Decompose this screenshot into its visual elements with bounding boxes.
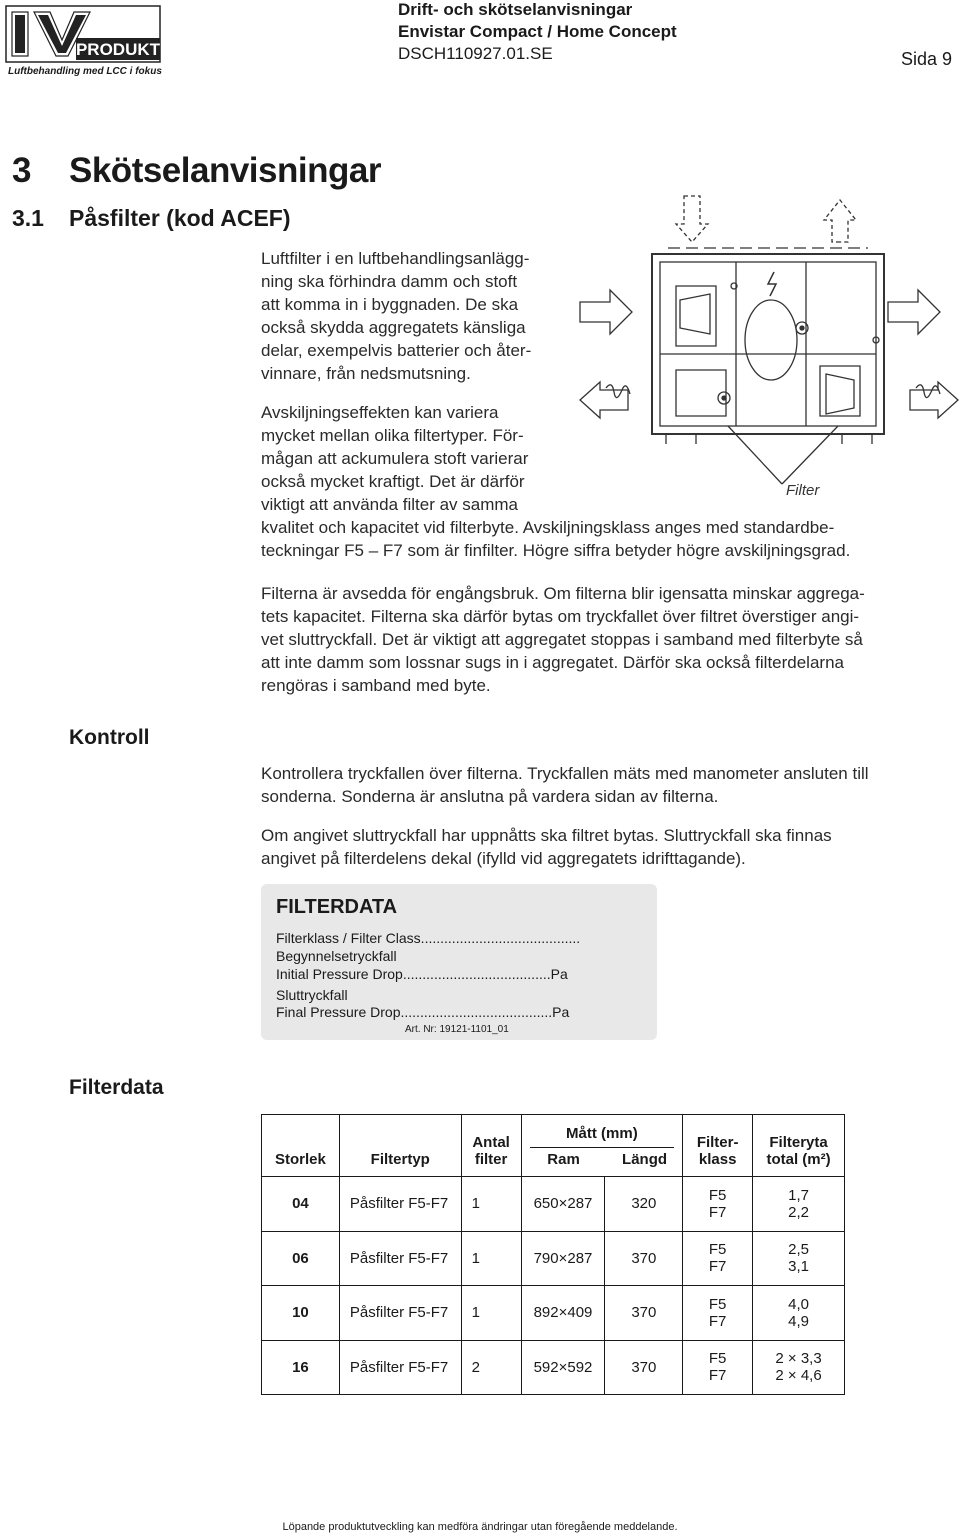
- paragraph-final-pressure: [261, 824, 832, 870]
- text-line: angivet på filterdelens dekal (ifylld vid aggregatets idrifttagande).: [261, 849, 746, 868]
- text-line: sonderna. Sonderna är anslutna på vardera sidan av filterna.: [261, 787, 719, 806]
- cell-klass: F5 F7: [683, 1286, 753, 1340]
- cell-langd: 370: [605, 1286, 683, 1340]
- cell-langd: 320: [605, 1177, 683, 1231]
- section-number: 3: [12, 151, 31, 190]
- table-row: [262, 1177, 845, 1231]
- cell-storlek: 06: [262, 1232, 340, 1286]
- cell-klass: F5 F7: [683, 1341, 753, 1395]
- paragraph-intro: [261, 247, 531, 385]
- sticker-row: Final Pressure Drop.......................................Pa: [276, 1004, 570, 1020]
- paragraph-check: [261, 762, 869, 808]
- text-line: Luftfilter i en luftbehandlingsanlägg-: [261, 249, 530, 268]
- cell-filtertyp: Påsfilter F5-F7: [339, 1341, 461, 1395]
- table-row: [262, 1232, 845, 1286]
- col-header-storlek: Storlek: [262, 1115, 340, 1177]
- subsection-title: [12, 205, 291, 232]
- ram-label: Ram: [547, 1151, 580, 1168]
- page-number: Sida 9: [900, 49, 952, 69]
- text-line: Avskiljningseffekten kan variera: [261, 403, 499, 422]
- text-line: mycket mellan olika filtertyper. För-: [261, 426, 524, 445]
- cell-langd: 370: [605, 1341, 683, 1395]
- text-line: Filterna är avsedda för engångsbruk. Om filterna blir igensatta minskar aggrega-: [261, 584, 865, 603]
- cell-langd: 370: [605, 1232, 683, 1286]
- cell-filtertyp: Påsfilter F5-F7: [339, 1232, 461, 1286]
- paragraph-replacement: [261, 582, 865, 697]
- header-doc-id: DSCH110927.01.SE: [398, 44, 553, 63]
- cell-yta: 2,5 3,1: [788, 1241, 809, 1276]
- section-title-text: Skötselanvisningar: [69, 151, 381, 190]
- sticker-row: Initial Pressure Drop......................................Pa: [276, 966, 568, 982]
- iv-produkt-logo: [4, 4, 162, 80]
- cell-yta: 4,0 4,9: [788, 1295, 809, 1330]
- cell-ram: 892×409: [521, 1286, 605, 1340]
- col-header-filteryta: Filteryta total (m²): [766, 1134, 831, 1168]
- table-row: [262, 1286, 845, 1340]
- text-line: att komma in i byggnaden. De ska: [261, 295, 519, 314]
- text-line: viktigt att använda filter av samma: [261, 495, 519, 514]
- langd-label: Längd: [622, 1151, 668, 1168]
- unit-diagram: [576, 190, 960, 499]
- col-header-filterklass: Filter- klass: [683, 1115, 753, 1177]
- sticker-row: Filterklass / Filter Class.........................................: [276, 930, 581, 946]
- sticker-article-number: Art. Nr: 19121-1101_01: [405, 1024, 509, 1035]
- cell-antal: 1: [461, 1286, 521, 1340]
- logo-tagline: Luftbehandling med LCC i fokus: [8, 66, 162, 77]
- cell-filtertyp: Påsfilter F5-F7: [339, 1286, 461, 1340]
- filter-table: [261, 1114, 845, 1395]
- text-line: också mycket kraftigt. Det är därför: [261, 472, 525, 491]
- text-line: teckningar F5 – F7 som är finfilter. Högre siffra betyder högre avskiljningsgrad.: [261, 541, 851, 560]
- col-header-matt: [521, 1115, 683, 1177]
- text-line: också skydda aggregatets känsliga: [261, 318, 526, 337]
- cell-klass: F5 F7: [683, 1232, 753, 1286]
- cell-antal: 1: [461, 1177, 521, 1231]
- header-title: Drift- och skötselanvisningar: [398, 0, 633, 19]
- subsection-title-text: Påsfilter (kod ACEF): [69, 205, 291, 231]
- page-footer: Löpande produktutveckling kan medföra ändringar utan föregående meddelande.: [282, 1521, 678, 1533]
- text-line: Om angivet sluttryckfall har uppnåtts ska filtret bytas. Sluttryckfall ska finnas: [261, 826, 832, 845]
- cell-antal: 1: [461, 1232, 521, 1286]
- text-line: delar, exempelvis batterier och åter-: [261, 341, 532, 360]
- text-line: kvalitet och kapacitet vid filterbyte. Avskiljningsklass anges med standardbe-: [261, 518, 835, 537]
- filter-label: Filter: [786, 482, 820, 499]
- kontroll-heading: Kontroll: [69, 726, 150, 749]
- subsection-number: 3.1: [12, 205, 44, 231]
- col-header-antal: Antal filter: [461, 1115, 521, 1177]
- cell-antal: 2: [461, 1341, 521, 1395]
- cell-storlek: 16: [262, 1341, 340, 1395]
- sticker-row: Begynnelsetryckfall: [276, 948, 397, 964]
- cell-ram: 650×287: [521, 1177, 605, 1231]
- filterdata-sticker: [261, 884, 657, 1040]
- cell-ram: 790×287: [521, 1232, 605, 1286]
- matt-label: Mått (mm): [566, 1125, 638, 1142]
- filterdata-heading: Filterdata: [69, 1076, 164, 1099]
- text-line: att inte damm som lossnar sugs in i aggregatet. Därför ska också filterdelarna: [261, 653, 844, 672]
- text-line: ning ska förhindra damm och stoft: [261, 272, 518, 291]
- table-header-row: [262, 1115, 845, 1177]
- cell-storlek: 10: [262, 1286, 340, 1340]
- sticker-title: FILTERDATA: [276, 896, 398, 918]
- header-product: Envistar Compact / Home Concept: [398, 22, 677, 41]
- section-title: [12, 151, 381, 191]
- cell-yta: 1,7 2,2: [788, 1186, 809, 1221]
- sticker-row: Sluttryckfall: [276, 987, 348, 1003]
- cell-filtertyp: Påsfilter F5-F7: [339, 1177, 461, 1231]
- cell-yta: 2 × 3,3 2 × 4,6: [775, 1350, 822, 1385]
- text-line: mågan att ackumulera stoft varierar: [261, 449, 529, 468]
- text-line: tets kapacitet. Filterna ska därför bytas om tryckfallet över filtret överstiger angi-: [261, 607, 860, 626]
- table-row: [262, 1341, 845, 1395]
- text-line: vinnare, från nedsmutsning.: [261, 364, 471, 383]
- logo-text: PRODUKT: [75, 40, 161, 59]
- col-header-filtertyp: Filtertyp: [339, 1115, 461, 1177]
- cell-storlek: 04: [262, 1177, 340, 1231]
- text-line: vet sluttryckfall. Det är viktigt att aggregatet stoppas i samband med filterbyte så: [261, 630, 863, 649]
- text-line: rengöras i samband med byte.: [261, 676, 491, 695]
- cell-ram: 592×592: [521, 1341, 605, 1395]
- cell-klass: F5 F7: [683, 1177, 753, 1231]
- text-line: Kontrollera tryckfallen över filterna. Tryckfallen mäts med manometer ansluten till: [261, 764, 869, 783]
